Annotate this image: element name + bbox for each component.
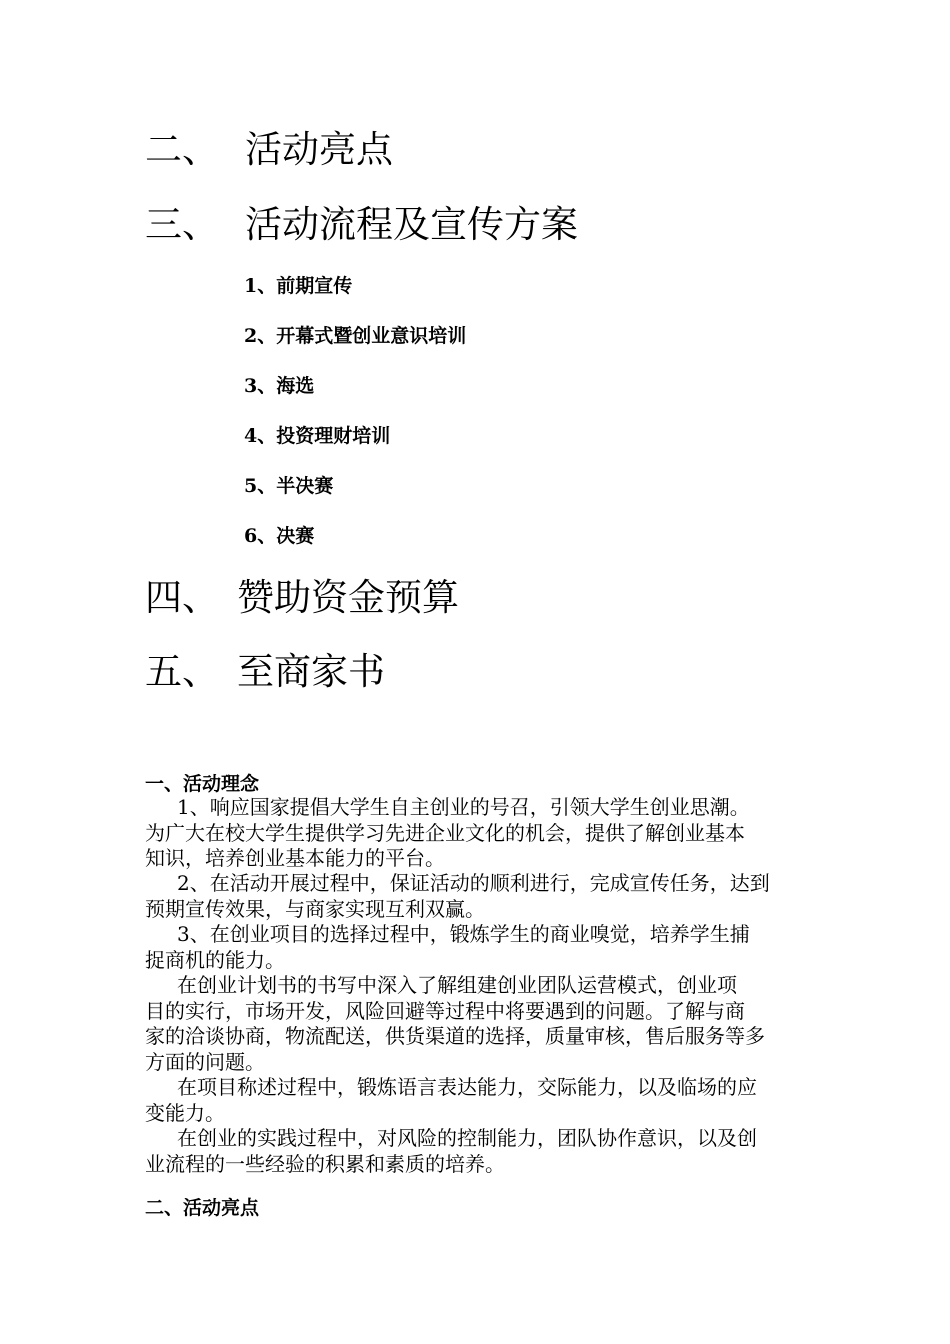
outline-step-4: 4、投资理财培训 bbox=[244, 425, 391, 447]
outline-heading-5 bbox=[145, 650, 385, 694]
paragraph-line: 为广大在校大学生提供学习先进企业文化的机会，提供了解创业基本 bbox=[145, 820, 745, 845]
paragraph-3 bbox=[145, 922, 807, 973]
outline-heading-2 bbox=[145, 128, 393, 172]
paragraph-2 bbox=[145, 871, 807, 922]
outline-step-1: 1、前期宣传 bbox=[244, 275, 353, 297]
outline-heading-3-number: 三、 bbox=[145, 203, 219, 246]
paragraph-4 bbox=[145, 973, 807, 1075]
outline-heading-3 bbox=[145, 203, 578, 247]
outline-heading-5-title: 至商家书 bbox=[237, 650, 385, 693]
section-title-highlights: 二、活动亮点 bbox=[145, 1197, 260, 1219]
paragraph-line: 3、在创业项目的选择过程中，锻炼学生的商业嗅觉，培养学生捕 bbox=[177, 922, 750, 946]
paragraph-1 bbox=[145, 795, 807, 872]
paragraph-line: 预期宣传效果，与商家实现互利双赢。 bbox=[145, 896, 485, 921]
paragraph-line: 2、在活动开展过程中，保证活动的顺利进行，完成宣传任务，达到 bbox=[177, 871, 770, 895]
paragraph-5 bbox=[145, 1075, 807, 1126]
outline-heading-4-number: 四、 bbox=[145, 576, 219, 619]
paragraph-line: 方面的问题。 bbox=[145, 1049, 265, 1074]
paragraph-line: 知识，培养创业基本能力的平台。 bbox=[145, 846, 445, 870]
outline-step-6: 6、决赛 bbox=[244, 525, 315, 547]
paragraph-line: 家的洽谈协商，物流配送，供货渠道的选择，质量审核，售后服务等多 bbox=[145, 1024, 765, 1048]
outline-heading-4-title: 赞助资金预算 bbox=[237, 576, 459, 619]
paragraph-line: 在创业计划书的书写中深入了解组建创业团队运营模式，创业项 bbox=[177, 973, 737, 997]
paragraph-6 bbox=[145, 1126, 807, 1177]
outline-heading-5-number: 五、 bbox=[145, 650, 219, 693]
outline-heading-2-title: 活动亮点 bbox=[245, 128, 393, 171]
paragraph-line: 业流程的一些经验的积累和素质的培养。 bbox=[145, 1151, 505, 1176]
paragraph-line: 目的实行，市场开发，风险回避等过程中将要遇到的问题。了解与商 bbox=[145, 998, 745, 1023]
section-title-concept: 一、活动理念 bbox=[145, 773, 260, 795]
paragraph-line: 捉商机的能力。 bbox=[145, 947, 285, 972]
paragraph-line: 在创业的实践过程中，对风险的控制能力，团队协作意识，以及创 bbox=[177, 1126, 757, 1150]
outline-heading-4 bbox=[145, 576, 459, 620]
paragraph-line: 在项目称述过程中，锻炼语言表达能力，交际能力，以及临场的应 bbox=[177, 1075, 757, 1099]
outline-step-5: 5、半决赛 bbox=[244, 475, 334, 497]
paragraph-line: 1、响应国家提倡大学生自主创业的号召，引领大学生创业思潮。 bbox=[177, 795, 750, 819]
outline-step-3: 3、海选 bbox=[244, 375, 315, 397]
outline-heading-2-number: 二、 bbox=[145, 128, 219, 171]
outline-step-2: 2、开幕式暨创业意识培训 bbox=[244, 325, 467, 347]
outline-heading-3-title: 活动流程及宣传方案 bbox=[245, 203, 578, 246]
paragraph-line: 变能力。 bbox=[145, 1100, 225, 1125]
